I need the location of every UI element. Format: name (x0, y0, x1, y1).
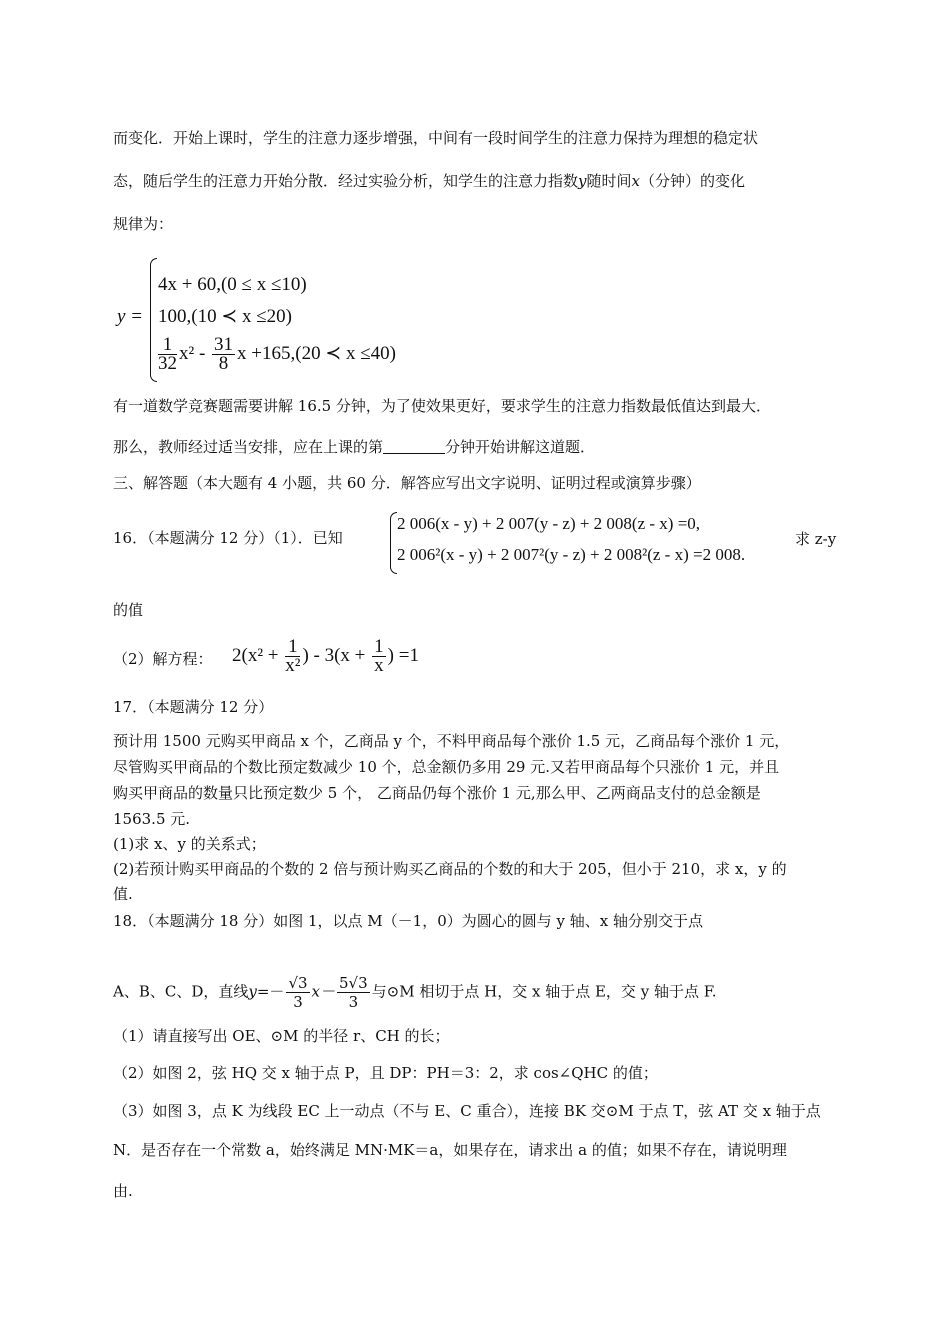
numerator: 1 (374, 636, 384, 657)
text-line: 有一道数学竞赛题需要讲解 16.5 分钟，为了使效果更好，要求学生的注意力指数最低值达到最大． (113, 397, 771, 415)
math-fragment: =－ (256, 982, 285, 1001)
answer-blank (383, 439, 445, 454)
text-line: 尽管购买甲商品的个数比预定数减少 10 个，总金额仍多用 29 元.又若甲商品每个只涨价 1 元，并且 (113, 758, 780, 776)
piecewise-lhs (117, 306, 143, 328)
math-fragment: ) =1 (387, 644, 419, 666)
text-line: （2）如图 2，弦 HQ 交 x 轴于点 P，且 DP：PH＝3：2，求 cos∠QHC 的值； (113, 1064, 658, 1082)
q16-eq2: 2 006²(x - y) + 2 007²(y - z) + 2 008²(z - x) =2 008. (397, 545, 746, 564)
piecewise-case-1: 4x + 60,(0 ≤ x ≤10) (158, 274, 307, 295)
denominator: 3 (348, 993, 359, 1011)
text-line: 而变化．开始上课时，学生的注意力逐步增强，中间有一段时间学生的注意力保持为理想的稳定状 (113, 129, 759, 147)
text-line: 由. (113, 1182, 133, 1200)
denominator: 8 (218, 353, 229, 374)
text-line: (1)求 x、y 的关系式； (113, 835, 266, 853)
text-line: 规律为： (113, 215, 174, 233)
math-fragment: x² - (179, 342, 211, 364)
text-line (113, 437, 842, 457)
fraction (372, 638, 386, 675)
denominator: 32 (158, 353, 177, 374)
piecewise-case-3 (156, 336, 396, 373)
system-brace (390, 512, 397, 574)
denominator: x² (285, 655, 301, 676)
text-fragment: 那么，教师经过适当安排，应在上课的第 (113, 438, 384, 456)
fraction (285, 638, 300, 675)
text-fragment: 态，随后学生的汪意力开始分散．经过实验分析，知学生的注意力指数 (113, 172, 579, 190)
text-line: （3）如图 3，点 K 为线段 EC 上一动点（不与 E、C 重合），连接 BK 交⊙M 于点 T，弦 AT 交 x 轴于点 (113, 1102, 821, 1120)
text-line (113, 171, 842, 191)
numerator: 1 (285, 638, 300, 657)
variable-y: y (248, 982, 257, 1001)
math-fragment: 2(x² + (232, 644, 284, 666)
q16-head: 16．（本题满分 12 分）（1）．已知 (113, 529, 343, 547)
numerator: 5√3 (339, 974, 368, 992)
q16-eq1: 2 006(x - y) + 2 007(y - z) + 2 008(z - x) =0, (397, 514, 701, 533)
math-fragment: ) - 3(x + (302, 644, 371, 666)
math-fragment: x－ (311, 982, 336, 1001)
text-line: 的值 (113, 601, 144, 619)
text-line (113, 974, 717, 1011)
text-line: 预计用 1500 元购买甲商品 x 个，乙商品 y 个，不料甲商品每个涨价 1.5 元，乙商品每个涨价 1 元， (113, 732, 790, 750)
text-line: （1）请直接写出 OE、⊙M 的半径 r、CH 的长； (113, 1027, 450, 1045)
lhs-text: y = (117, 306, 144, 327)
piecewise-case-2: 100,(10 ≺ x ≤20) (158, 306, 293, 327)
q17-head: 17．（本题满分 12 分） (113, 698, 274, 716)
numerator: √3 (288, 974, 308, 992)
text-line: (2)若预计购买甲商品的个数的 2 倍与预计购买乙商品的个数的和大于 205，但小于 210，求 x，y 的 (113, 860, 787, 878)
denominator: x (374, 655, 384, 676)
denominator: 3 (293, 993, 303, 1011)
q16-part2-label: （2）解方程： (113, 650, 213, 668)
q16-part2-equation (232, 638, 419, 675)
text-fragment: （分钟）的变化 (639, 172, 745, 190)
text-line: 值. (113, 885, 133, 903)
fraction (337, 974, 370, 1011)
fraction (158, 336, 177, 373)
text-fragment: 分钟开始讲解这道题． (445, 438, 596, 456)
q18-head: 18．（本题满分 18 分）如图 1，以点 M（－1，0）为圆心的圆与 y 轴、x 轴分别交于点 (113, 912, 703, 930)
q16-ask: 求 z-y (795, 530, 837, 548)
fraction (212, 336, 235, 373)
math-fragment: x +165,(20 ≺ x ≤40) (237, 342, 396, 364)
numerator: 31 (214, 334, 234, 355)
section-heading: 三、解答题（本大题有 4 小题，共 60 分．解答应写出文字说明、证明过程或演算步骤） (113, 474, 701, 492)
variable-y: y (578, 172, 587, 190)
text-line: 购买甲商品的数量只比预定数少 5 个， 乙商品仍每个涨价 1 元,那么甲、乙两商品支付的总金额是 (113, 784, 761, 802)
text-line: 1563.5 元. (113, 810, 191, 828)
fraction (286, 974, 309, 1011)
variable-x: x (631, 172, 640, 190)
text-fragment: 随时间 (586, 172, 632, 190)
text-line: N．是否存在一个常数 a，始终满足 MN·MK＝a，如果存在，请求出 a 的值；如果不存在，请说明理 (113, 1141, 787, 1159)
numerator: 1 (158, 336, 177, 355)
text-fragment: 与⊙M 相切于点 H，交 x 轴于点 E，交 y 轴于点 F. (371, 982, 717, 1001)
text-fragment: A、B、C、D，直线 (113, 982, 249, 1001)
